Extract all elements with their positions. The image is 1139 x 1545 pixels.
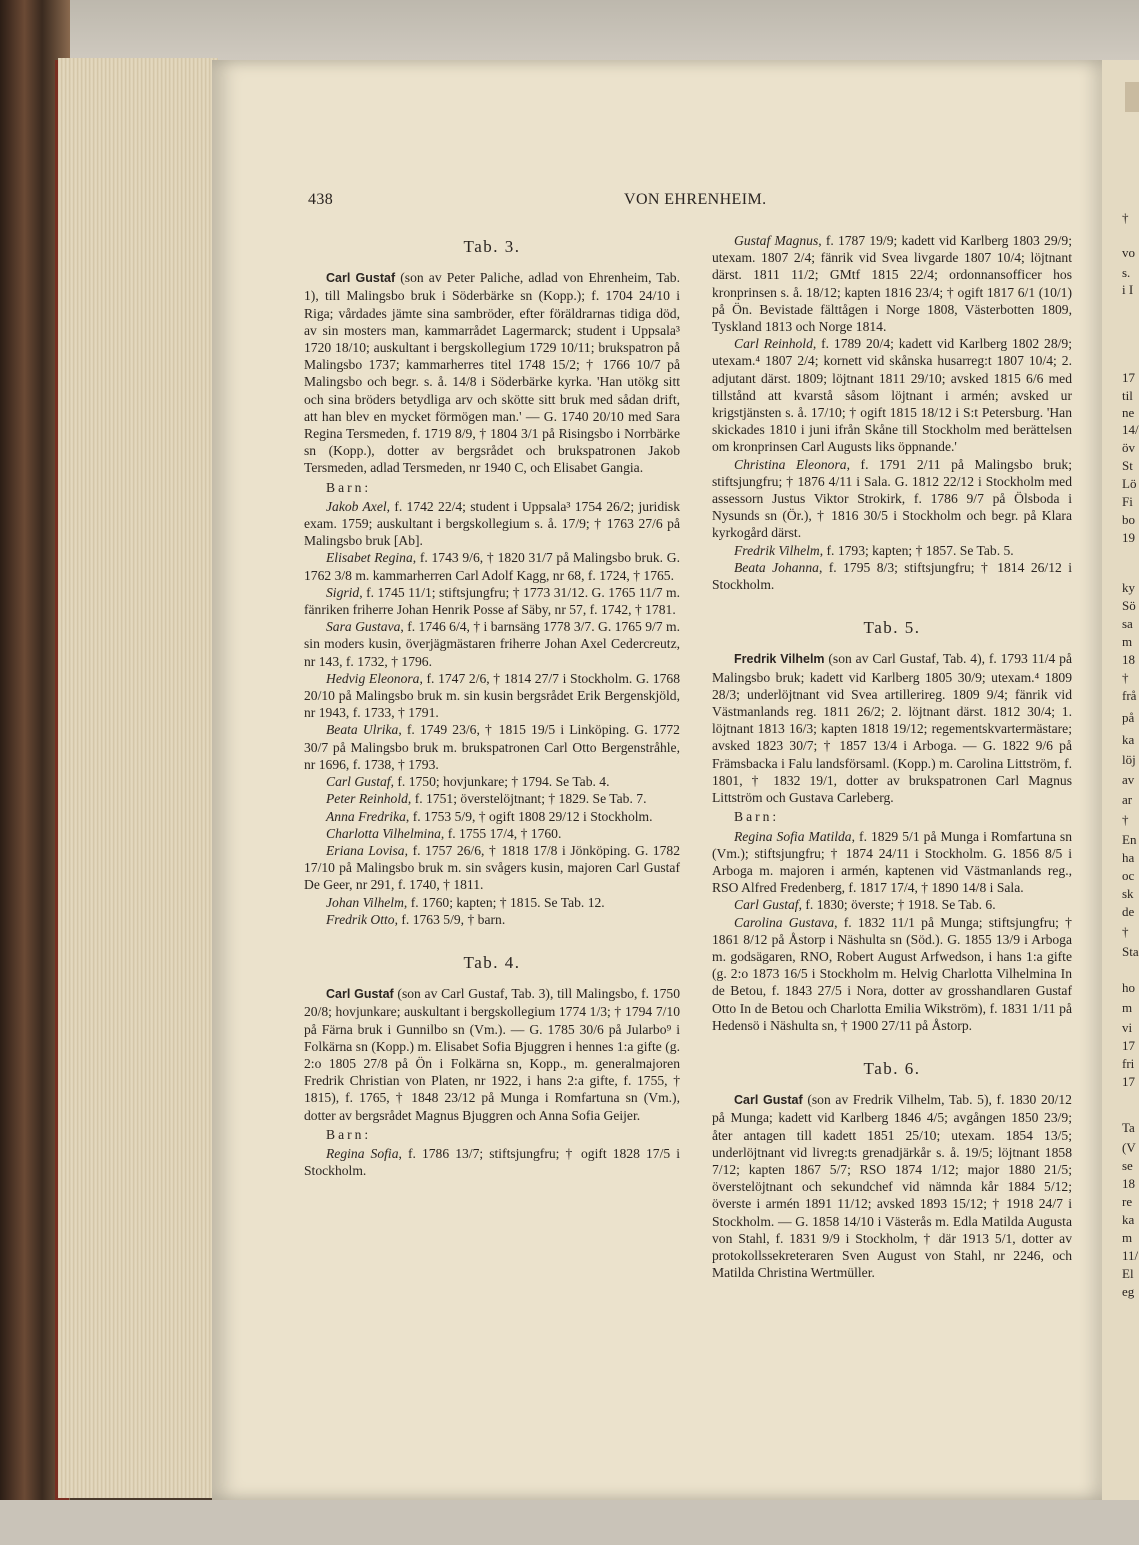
next-page-fragment: ne [1122, 405, 1135, 420]
next-page-fragment: m [1122, 1000, 1133, 1015]
next-page-fragment: av [1122, 772, 1135, 787]
tab-6-intro [712, 1091, 1072, 1281]
tab-3-intro [304, 269, 680, 476]
tab-6-text: (son av Fredrik Vilhelm, Tab. 5), f. 1830 20/12 på Munga; kadett vid Karlberg 1846 4/5; avgången 1850 23/9; åter antagen till kadett 1851 25/10; utexam. 1854 13/5; underlöjtnant vid livreg:ts grenadjärkår s. å. 19/5; löjtnant 1858 7/12; kapten 1867 5/7; RSO 1874 1/12; major 1880 21/5; överstelöjtnant och sekundchef vid nämnda kår 1884 5/12; överste i armén 1891 11/12; avsked 1893 15/12; † 1918 24/7 i Stockholm. — G. 1858 14/10 i Västerås m. Edla Matilda Augusta von Stahl, f. 1831 9/9 i Stockholm, † där 1913 5/1, dotter av protokollssekreteraren Sven August von Stahl, nr 2246, och Matilda Christina Wertmüller. [712, 1092, 1072, 1281]
next-page-fragment: 19 [1122, 530, 1135, 545]
barn-label-tab-5: Barn: [734, 809, 780, 825]
next-page-fragment: † [1122, 812, 1129, 827]
next-page-fragment: (V [1122, 1140, 1136, 1155]
tab-6-heading: Tab. 6. [863, 1058, 921, 1078]
next-page-fragment: sk [1122, 886, 1134, 901]
tab-5-intro [712, 650, 1072, 806]
tab-5-text: (son av Carl Gustaf, Tab. 4), f. 1793 11/4 på Malingsbo bruk; kadett vid Karlberg 1805 30/9; utexam.⁴ 1809 28/3; underlöjtnant vid Svea artillerireg. 1809 9/4; fänrik vid Västmanlands reg. 1811 26/2; 2. löjtnant därst. 1812 30/4; 1. löjtnant 1813 16/3; kapten 1818 19/12; regementskvartermästare; avsked 1823 30/7; † 1857 13/4 i Arboga. — G. 1822 9/6 på Främsbacka i Falu landsförsaml. (Kopp.) m. Carolina Littström, f. 1801, † 1832 19/1, dotter av brukspatronen Carl Magnus Littström och Gustava Carleberg. [712, 651, 1072, 806]
next-page-fragment: re [1122, 1194, 1133, 1209]
next-page-fragment: 17 [1122, 1074, 1135, 1089]
next-page-fragment: † [1122, 670, 1129, 685]
tab-4-name: Carl Gustaf [326, 987, 394, 1002]
next-page-fragment: 18 [1122, 652, 1135, 667]
child-entry: Sara Gustava, f. 1746 6/4, † i barnsäng 1778 3/7. G. 1765 9/7 m. sin moders kusin, överjägmästaren friherre Johan Axel Cedercreutz, nr 143, f. 1732, † 1796. [304, 619, 680, 669]
child-entry: Fredrik Vilhelm, f. 1793; kapten; † 1857. Se Tab. 5. [734, 542, 1014, 558]
tab-4-text: (son av Carl Gustaf, Tab. 3), till Malingsbo, f. 1750 20/8; hovjunkare; auskultant i bergskollegium 1774 1/3; † 1794 7/10 på Färna bruk i Gunnilbo sn (Vm.). — G. 1785 30/6 på Jularbo⁹ i Folkärna sn (Kopp.) m. Elisabet Sofia Bjuggren i hennes 1:a gifte (g. 2:o 1805 27/8 på Ön i Folkärna sn, Kopp., m. generalmajoren Fredrik Christian von Platen, nr 1922, i hans 2:a gifte, f. 1755, † 1815), f. 1765, † 1848 23/12 på Munga i Romfartuna sn (Vm.), dotter av bergsrådet Magnus Bjuggren och Anna Sofia Geijer. [304, 986, 680, 1123]
child-entry: Carolina Gustava, f. 1832 11/1 på Munga; stiftsjungfru; † 1861 8/12 på Åstorp i Näshulta sn (Söd.). G. 1855 13/9 i Arboga m. godsägaren, RNO, Robert August Arfwedson, i hans 1:a gifte (g. 2:o 1873 16/5 i Stockholm m. Helvig Charlotta Vilhelmina In de Betou, f. 1843 27/5 i Nora, dotter av grosshandlaren Gustaf Otto In de Betou och Charlotta Emilia Wikström), f. 1831 1/11 på Hedensö i Näshulta sn, † 1900 27/11 på Åstorp. [712, 914, 1072, 1033]
child-entry: Jakob Axel, f. 1742 22/4; student i Uppsala³ 1754 26/2; juridisk exam. 1759; auskultant i bergskollegium s. å. 17/9; † 1763 27/6 på Malingsbo bruk [Ab]. [304, 498, 680, 549]
child-entry: Christina Eleonora, f. 1791 2/11 på Malingsbo bruk; stiftsjungfru; † 1876 4/11 i Sala. G. 1812 22/12 i Stockholm med assessorn Justus Viktor Strokirk, f. 1786 9/7 på Ölsboda i Nysunds sn (Ör.), † 1816 30/5 i Stockholm och begr. på Klara kyrkogård därst. [712, 456, 1072, 541]
tab-4-children [304, 1145, 680, 1179]
next-page-fragment: frå [1122, 688, 1137, 703]
left-column [304, 232, 680, 1179]
child-entry: Carl Gustaf, f. 1830; överste; † 1918. Se Tab. 6. [734, 897, 996, 913]
child-entry: Gustaf Magnus, f. 1787 19/9; kadett vid Karlberg 1803 29/9; utexam. 1807 2/4; fänrik vid Svea livgarde 1807 10/4; löjtnant därst. 1811 11/2; GMtf 1815 22/4; ordonnansofficer hos kronprinsen s. å. 18/12; kapten 1816 23/4; † ogift 1817 6/1 (10/1) på Ön. Bevistade fälttågen i Norge 1808, Västerbotten 1809, Tyskland 1813 och Norge 1814. [712, 233, 1072, 335]
next-page-fragment: ky [1122, 580, 1135, 595]
child-entry: Carl Reinhold, f. 1789 20/4; kadett vid Karlberg 1802 28/9; utexam.⁴ 1807 2/4; kornett vid skånska husarreg:t 1807 10/4; 2. adjutant därst. 1809; löjtnant 1811 29/10; avsked 1815 6/6 med tillstånd att kvarstå såsom löjtnant i armén; avsked ur krigstjänsten s. å. 17/10; † ogift 1815 18/12 i S:t Petersburg. 'Han skickades 1810 i juni ifrån Skåne till Stockholm med berättelsen om kronprinsen Carl Augusts liks öppnande.' [712, 336, 1072, 455]
tab-5-heading: Tab. 5. [863, 618, 921, 638]
next-page-fragment: löj [1122, 752, 1136, 767]
next-page-fragment: † [1122, 924, 1129, 939]
next-page-fragment: ka [1122, 732, 1135, 747]
child-entry: Peter Reinhold, f. 1751; överstelöjtnant; † 1829. Se Tab. 7. [326, 791, 647, 807]
page-number: 438 [308, 191, 334, 208]
next-page-fragment: se [1122, 1158, 1133, 1173]
child-entry: Sigrid, f. 1745 11/1; stiftsjungfru; † 1773 31/12. G. 1765 11/7 m. fänriken friherre Johan Henrik Posse af Säby, nr 57, f. 1742, † 1781. [304, 584, 680, 618]
child-entry: Hedvig Eleonora, f. 1747 2/6, † 1814 27/7 i Stockholm. G. 1768 20/10 på Malingsbo bruk m. sin kusin bergsrådet Erik Bergenskjöld, nr 1943, f. 1733, † 1791. [304, 670, 680, 721]
next-page-fragment: St [1122, 458, 1133, 473]
right-column [712, 232, 1072, 1281]
next-page-fragment: Lö [1122, 476, 1137, 491]
next-page-fragment: Sta [1122, 944, 1139, 959]
child-entry: Beata Johanna, f. 1795 8/3; stiftsjungfru; † 1814 26/12 i Stockholm. [712, 559, 1072, 593]
next-page-fragment: fri [1122, 1056, 1135, 1071]
child-entry: Elisabet Regina, f. 1743 9/6, † 1820 31/7 på Malingsbo bruk. G. 1762 3/8 m. kammarherren Carl Adolf Kagg, nr 68, f. 1724, † 1765. [304, 550, 680, 583]
tab-4-intro [304, 985, 680, 1124]
child-entry: Eriana Lovisa, f. 1757 26/6, † 1818 17/8 i Jönköping. G. 1782 17/10 på Malingsbo bruk m. sin svågers kusin, majoren Carl Gustaf De Geer, nr 291, f. 1740, † 1811. [304, 842, 680, 893]
next-page-fragment: † [1122, 210, 1129, 225]
next-page-fragment: 17 [1122, 1038, 1135, 1053]
child-entry: Anna Fredrika, f. 1753 5/9, † ogift 1808 29/12 i Stockholm. [326, 808, 653, 824]
tab-4-children-continued [712, 232, 1072, 593]
next-page-fragment: eg [1122, 1284, 1135, 1299]
next-page-fragment: m [1122, 1230, 1133, 1245]
next-page-fragment: Ta [1122, 1120, 1135, 1135]
next-page-fragment: til [1122, 388, 1133, 403]
barn-label-tab-4: Barn: [326, 1126, 372, 1142]
next-page-fragment: 11/ [1122, 1248, 1139, 1263]
next-page-edge [1102, 60, 1139, 1500]
next-page-fragment: på [1122, 710, 1135, 725]
tab-6-name: Carl Gustaf [734, 1093, 803, 1108]
next-page-fragment: El [1122, 1266, 1134, 1281]
next-page-fragment: m [1122, 634, 1133, 649]
next-page-fragment: 17 [1122, 370, 1135, 385]
scanner-background [0, 0, 1139, 60]
next-page-fragment: i I [1122, 282, 1134, 297]
barn-label: Barn: [326, 479, 372, 495]
next-page-fragment: oc [1122, 868, 1135, 883]
next-page-fragment: ka [1122, 1212, 1135, 1227]
tab-3-text: (son av Peter Paliche, adlad von Ehrenheim, Tab. 1), till Malingsbo bruk i Söderbärke sn (Kopp.); f. 1704 24/10 i Riga; vårdades jämte sina sambröder, efter föräldrarnas tidiga död, av sin mosters man, kammarrådet Lagermarck; student i Uppsala³ 1720 18/10; auskultant i bergskollegium 1729 10/11; brukspatron på Malingsbo 1737; kammarherres titel 1748 15/2; † 1766 10/7 på Malingsbo och begr. s. å. 14/8 i Söderbärke kyrka. 'Han utökg sitt och sina bröders betydliga arv och skötte sitt bruk med sådan drift, att han blev en mycket förmögen man.' — G. 1740 20/10 med Sara Regina Tersmeden, f. 1719 8/9, † 1804 3/1 på Risingsbo i Norrbärke sn (Kopp.), dotter av bergsrådet och brukspatronen Jakob Tersmeden, adlad Tersmeden, nr 1940 C, och Elisabet Gangia. [304, 270, 680, 476]
child-entry: Carl Gustaf, f. 1750; hovjunkare; † 1794. Se Tab. 4. [326, 774, 610, 790]
next-page-fragment: de [1122, 904, 1135, 919]
page-tab-marker [1125, 82, 1139, 112]
next-page-fragment: bo [1122, 512, 1135, 527]
child-entry: Regina Sofia Matilda, f. 1829 5/1 på Munga i Romfartuna sn (Vm.); stiftsjungfru; † 1874 24/11 i Stockholm. G. 1856 8/5 i Arboga m. majoren i armén, kaptenen vid Västmanlands reg., RSO Alfred Fredenberg, f. 1817 17/4, † 1890 14/8 i Sala. [712, 828, 1072, 896]
tab-3-children [304, 498, 680, 928]
next-page-fragment: vo [1122, 245, 1135, 260]
next-page-fragment: 14/ [1122, 422, 1139, 437]
book-page [212, 60, 1102, 1500]
tab-4-heading: Tab. 4. [463, 952, 521, 972]
tab-5-name: Fredrik Vilhelm [734, 652, 825, 667]
next-page-fragment: 18 [1122, 1176, 1135, 1191]
tab-3-name: Carl Gustaf [326, 271, 396, 286]
child-entry: Beata Ulrika, f. 1749 23/6, † 1815 19/5 i Linköping. G. 1772 30/7 på Malingsbo bruk m. brukspatronen Carl Otto Bergenstråhle, nr 1696, f. 1738, † 1793. [304, 722, 680, 772]
next-page-fragment: ar [1122, 792, 1133, 807]
next-page-fragment: ha [1122, 850, 1135, 865]
page-edges [58, 58, 218, 1498]
next-page-fragment: Sö [1122, 598, 1136, 613]
child-entry: Fredrik Otto, f. 1763 5/9, † barn. [326, 911, 506, 927]
next-page-fragment: öv [1122, 440, 1135, 455]
next-page-fragment: s. [1122, 265, 1131, 280]
next-page-fragment: En [1122, 832, 1137, 847]
next-page-fragment: ho [1122, 980, 1135, 995]
child-entry: Regina Sofia, f. 1786 13/7; stiftsjungfru; † ogift 1828 17/5 i Stockholm. [304, 1145, 680, 1179]
scanner-background-bottom [0, 1500, 1139, 1545]
tab-5-children [712, 828, 1072, 1034]
child-entry: Charlotta Vilhelmina, f. 1755 17/4, † 1760. [326, 825, 562, 841]
running-title: VON EHRENHEIM. [624, 191, 767, 208]
next-page-fragment: vi [1122, 1020, 1133, 1035]
next-page-fragment: Fi [1122, 494, 1133, 509]
next-page-fragment: sa [1122, 616, 1133, 631]
tab-3-heading: Tab. 3. [463, 237, 521, 256]
child-entry: Johan Vilhelm, f. 1760; kapten; † 1815. Se Tab. 12. [326, 894, 605, 910]
